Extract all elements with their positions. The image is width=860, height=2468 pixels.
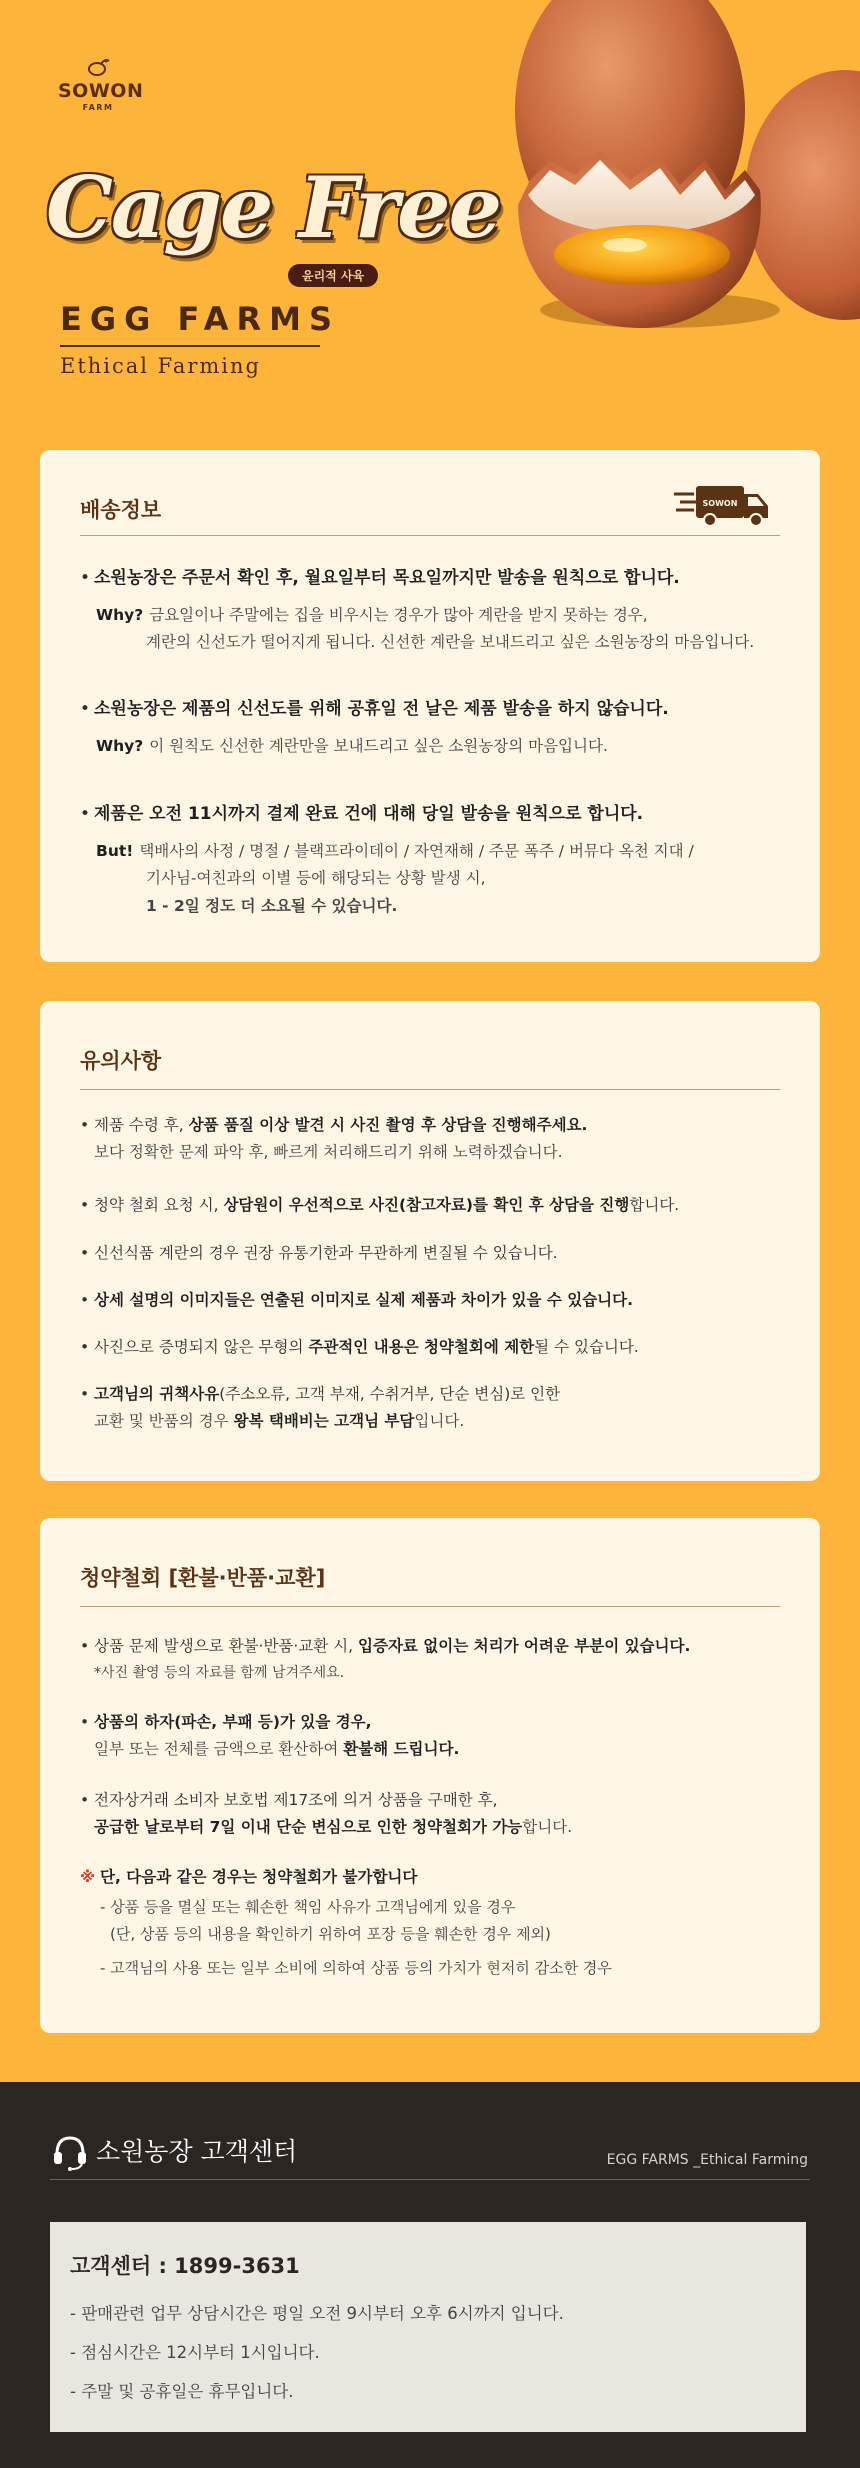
logo-sub: FARM [82,103,114,112]
shipping-item-2: • 소원농장은 제품의 신선도를 위해 공휴일 전 날은 제품 발송을 하지 않습니다. [80,699,669,719]
refund-divider [80,1606,780,1607]
refund-item-4: ※ 단, 다음과 같은 경우는 청약철회가 불가합니다 [80,1868,418,1886]
refund-item-2: • 상품의 하자(파손, 부패 등)가 있을 경우, [80,1713,372,1731]
shipping-item-2-why: Why? 이 원칙도 신선한 계란만을 보내드리고 싶은 소원농장의 마음입니다. [96,737,608,755]
caution-item-1: • 제품 수령 후, 상품 품질 이상 발견 시 사진 촬영 후 상담을 진행해주세요. [80,1116,588,1134]
egg-farms-title: EGG FARMS [60,300,341,338]
customer-center-footer [0,2082,860,2468]
shipping-item-3-but-3: 1 - 2일 정도 더 소요될 수 있습니다. [146,897,398,915]
caution-card [40,1001,820,1481]
shipping-title: 배송정보 [80,498,162,522]
shipping-item-3: • 제품은 오전 11시까지 결제 완료 건에 대해 당일 발송을 원칙으로 합니다. [80,804,644,824]
shipping-item-3-but: But! 택배사의 사정 / 명절 / 블랙프라이데이 / 자연재해 / 주문 폭주 / 버뮤다 옥천 지대 / [96,842,694,860]
truck-label: SOWON [702,499,738,508]
customer-center-title: 소원농장 고객센터 [96,2137,298,2166]
refund-exception-2: - 고객님의 사용 또는 일부 소비에 의하여 상품 등의 가치가 현저히 감소한 경우 [100,1959,612,1977]
caution-item-4: • 상세 설명의 이미지들은 연출된 이미지로 실제 제품과 차이가 있을 수 있습니다. [80,1291,633,1309]
logo-brand: SOWON [58,80,144,102]
eggs-illustration [480,0,860,400]
caution-item-2: • 청약 철회 요청 시, 상담원이 우선적으로 사진(참고자료)를 확인 후 상담을 진행합니다. [80,1196,680,1214]
lunch-line: - 점심시간은 12시부터 1시입니다. [70,2343,320,2362]
refund-title: 청약철회 [환불·반품·교환] [80,1566,326,1590]
shipping-info-card [40,450,820,962]
refund-item-3-sub: 공급한 날로부터 7일 이내 단순 변심으로 인한 청약철회가 가능합니다. [94,1818,573,1836]
caution-item-5: • 사진으로 증명되지 않은 무형의 주관적인 내용은 청약철회에 제한될 수 있습니다. [80,1338,639,1356]
caution-item-1-sub: 보다 정확한 문제 파악 후, 빠르게 처리해드리기 위해 노력하겠습니다. [94,1143,563,1161]
hero-banner [0,0,860,420]
caution-item-6-sub: 교환 및 반품의 경우 왕복 택배비는 고객님 부담입니다. [94,1412,465,1430]
refund-item-1: • 상품 문제 발생으로 환불·반품·교환 시, 입증자료 없이는 처리가 어려운 부분이 있습니다. [80,1637,691,1655]
refund-exception-1b: (단, 상품 등의 내용을 확인하기 위하여 포장 등을 훼손한 경우 제외) [110,1925,551,1943]
footer-brand-tag: EGG FARMS _Ethical Farming [606,2152,808,2168]
headline-cage-free: Cage Free [46,158,501,257]
caution-divider [80,1089,780,1090]
refund-item-3: • 전자상거래 소비자 보호법 제17조에 의거 상품을 구매한 후, [80,1791,498,1809]
delivery-truck-icon [672,480,772,532]
holiday-line: - 주말 및 공휴일은 휴무입니다. [70,2382,294,2401]
footer-divider [50,2179,810,2180]
headset-icon [52,2134,88,2172]
customer-center-info-box [50,2222,806,2432]
customer-center-phone[interactable]: 고객센터 : 1899-3631 [70,2254,300,2278]
caution-item-3: • 신선식품 계란의 경우 권장 유통기한과 무관하게 변질될 수 있습니다. [80,1244,558,1262]
caution-title: 유의사항 [80,1049,162,1073]
hero-divider [60,345,320,347]
ethical-farming-subtitle: Ethical Farming [60,354,261,378]
shipping-item-3-but-2: 기사님-여친과의 이별 등에 해당되는 상황 발생 시, [146,869,486,887]
refund-card [40,1518,820,2033]
hours-line: - 판매관련 업무 상담시간은 평일 오전 9시부터 오후 6시까지 입니다. [70,2304,564,2323]
reference-mark-icon: ※ [80,1868,96,1886]
ethical-badge: 윤리적 사육 [288,264,378,287]
shipping-item-1: • 소원농장은 주문서 확인 후, 월요일부터 목요일까지만 발송을 원칙으로 합니다. [80,568,680,588]
shipping-item-1-why-2: 계란의 신선도가 떨어지게 됩니다. 신선한 계란을 보내드리고 싶은 소원농장의 마음입니다. [146,633,755,651]
refund-exception-1: - 상품 등을 멸실 또는 훼손한 책임 사유가 고객님에게 있을 경우 [100,1898,516,1916]
shipping-item-1-why: Why? 금요일이나 주말에는 집을 비우시는 경우가 많아 계란을 받지 못하는 경우, [96,606,648,624]
shipping-item-1-text: 소원농장은 주문서 확인 후, 월요일부터 목요일까지만 발송을 원칙으로 합니다. [94,568,680,588]
sowon-logo[interactable] [58,56,144,112]
refund-item-1-note: *사진 촬영 등의 자료를 함께 남겨주세요. [94,1665,345,1681]
caution-item-6: • 고객님의 귀책사유(주소오류, 고객 부재, 수취거부, 단순 변심)로 인한 [80,1385,561,1403]
hen-icon [85,56,111,78]
refund-item-2-sub: 일부 또는 전체를 금액으로 환산하여 환불해 드립니다. [94,1740,460,1758]
shipping-divider [80,535,780,536]
